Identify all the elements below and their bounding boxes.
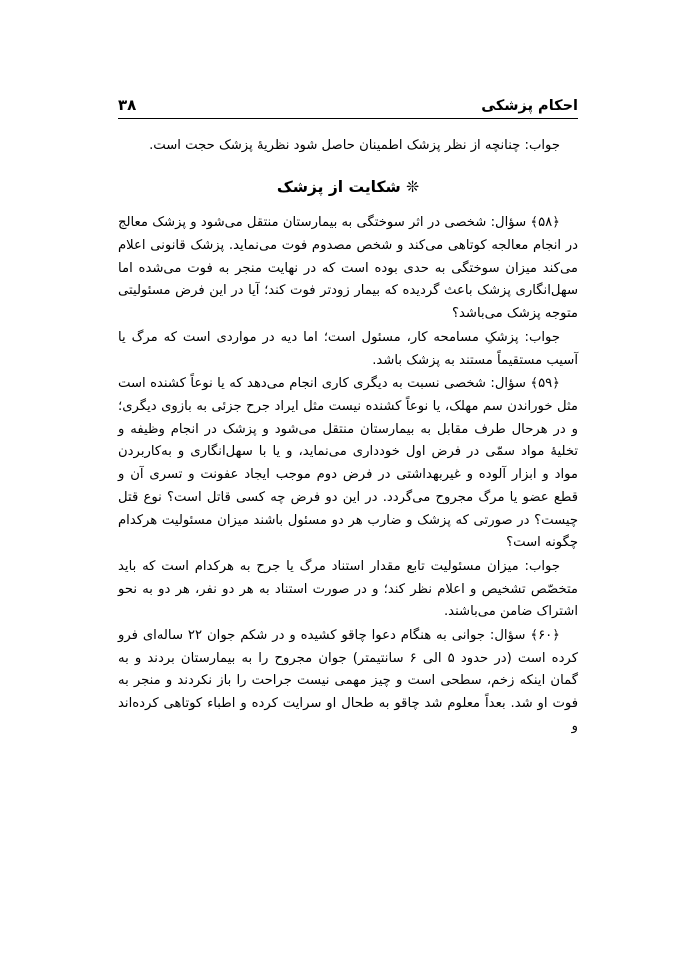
section-heading-complaint: ❊ شکایت از پزشک (276, 177, 420, 196)
answer-58: جواب: پزشکِ مسامحه کار، مسئول است؛ اما دیه در مواردی است که مرگ یا آسیب مستقیماً مستند به پزشک باشد. (118, 329, 578, 368)
question-58: ﴿۵۸﴾ سؤال: شخصی در اثر سوختگی به بیمارستان منتقل می‌شود و پزشک معالج در انجام معالجه کوتاهی می‌کند و شخص مصدوم فوت می‌نماید. پزشک قانونی اعلام می‌کند میزان سوختگی به حدی بوده است که در نهایت منجر به فوت می‌شده اما سهل‌انگاری پزشک باعث گردیده که بیمار زودتر فوت کند؛ آیا در این فرض مسئولیتی متوجه پزشک می‌باشد؟ (118, 215, 578, 322)
paragraph-answer-intro: جواب: چنانچه از نظر پزشک اطمینان حاصل شود نظریهٔ پزشک حجت است. (149, 138, 560, 153)
page-header (118, 96, 578, 114)
header-chapter-title: احکام پزشکی (481, 98, 578, 114)
question-59: ﴿۵۹﴾ سؤال: شخصی نسبت به دیگری کاری انجام می‌دهد که یا نوعاً کشنده است مثل خوراندن سم مهلک، یا نوعاً کشنده نیست مثل ایراد جرح جزئی به بازوی دیگری؛ و در هر‌حال طرف مقابل به بیمارستان منتقل می‌شود و پزشک در انجام وظیفه و تخلیۀ مواد سمّی در فرض اول خودداری می‌نماید، و یا با سهل‌انگاری و به‌کاربردن مواد و ابزار آلوده و غیربهداشتی در فرض دوم موجب ایجاد عفونت و تسری آن و قطع عضو یا مرگ مجروح می‌گردد. در این دو فرض چه کسی قاتل است؟ نوع قتل چیست؟ در صورتی که پزشک و ضارب هر دو مسئول باشند میزان مسئولیت هرکدام چگونه است؟ (118, 376, 578, 551)
answer-59: جواب: میزان مسئولیت تابع مقدار استناد مرگ یا جرح به هرکدام است که باید متخصّص تشخیص و اعلام نظر کند؛ و در صورت استناد به هر دو نفر، هر دو به نحو اشتراک ضامن می‌باشند. (118, 558, 578, 620)
header-divider (118, 118, 578, 119)
header-page-number: ۳۸ (118, 96, 137, 114)
page-content (118, 135, 578, 739)
question-60: ﴿۶۰﴾ سؤال: جوانی به هنگام دعوا چاقو کشیده و در شکم جوان ۲۲ ساله‌ای فرو کرده است (در حدود ۵ الی ۶ سانتیمتر) جوان مجروح را به بیمارستان بردند و به گمان اینکه زخم، سطحی است و چیز مهمی نیست جراحت را باز نکردند و منجر به فوت او شد. بعداً معلوم شد چاقو به طحال او سرایت کرده و اطباء کوتاهی کرده‌اند و (118, 628, 578, 734)
